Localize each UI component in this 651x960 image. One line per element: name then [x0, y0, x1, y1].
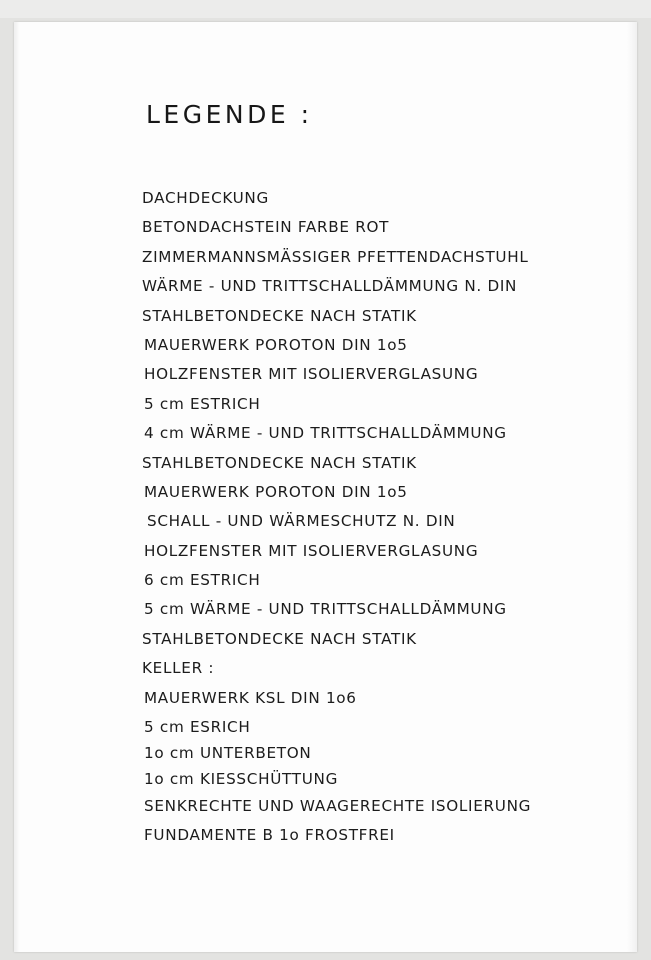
sheet-shadow-right: [627, 22, 637, 952]
legend-line: STAHLBETONDECKE NACH STATIK: [142, 306, 417, 325]
scan-top-edge: [0, 0, 651, 18]
legend-line: SCHALL - UND WÄRMESCHUTZ N. DIN: [147, 512, 456, 531]
legend-line: 4 cm WÄRME - UND TRITTSCHALLDÄMMUNG: [144, 424, 507, 443]
legend-entry-list: [142, 191, 612, 843]
document-sheet: [14, 22, 637, 952]
legend-line: BETONDACHSTEIN FARBE ROT: [142, 218, 390, 237]
legend-line: STAHLBETONDECKE NACH STATIK: [142, 629, 417, 648]
legend-line: 5 cm ESRICH: [144, 718, 251, 737]
legend-line: DACHDECKUNG: [142, 189, 269, 207]
legend-line: SENKRECHTE UND WAAGERECHTE ISOLIERUNG: [144, 796, 532, 815]
page-title: LEGENDE :: [146, 100, 313, 129]
legend-line: 5 cm ESTRICH: [144, 394, 261, 413]
legend-line: KELLER :: [142, 659, 215, 678]
legend-line: 1o cm UNTERBETON: [144, 744, 312, 763]
legend-line: MAUERWERK KSL DIN 1o6: [144, 688, 357, 707]
legend-line: WÄRME - UND TRITTSCHALLDÄMMUNG N. DIN: [142, 277, 518, 296]
legend-line: HOLZFENSTER MIT ISOLIERVERGLASUNG: [144, 365, 479, 384]
legend-line: ZIMMERMANNSMÄSSIGER PFETTENDACHSTUHL: [142, 247, 529, 266]
legend-line: MAUERWERK POROTON DIN 1o5: [144, 335, 408, 354]
legend-line: STAHLBETONDECKE NACH STATIK: [142, 453, 417, 472]
sheet-shadow-left: [14, 22, 20, 952]
legend-line: HOLZFENSTER MIT ISOLIERVERGLASUNG: [144, 541, 479, 560]
legend-line: FUNDAMENTE B 1o FROSTFREI: [144, 826, 395, 845]
legend-line: 5 cm WÄRME - UND TRITTSCHALLDÄMMUNG: [144, 600, 507, 619]
legend-line: 6 cm ESTRICH: [144, 571, 261, 590]
legend-line: MAUERWERK POROTON DIN 1o5: [144, 482, 408, 501]
legend-line: 1o cm KIESSCHÜTTUNG: [144, 770, 339, 789]
legend-block: [142, 100, 612, 857]
